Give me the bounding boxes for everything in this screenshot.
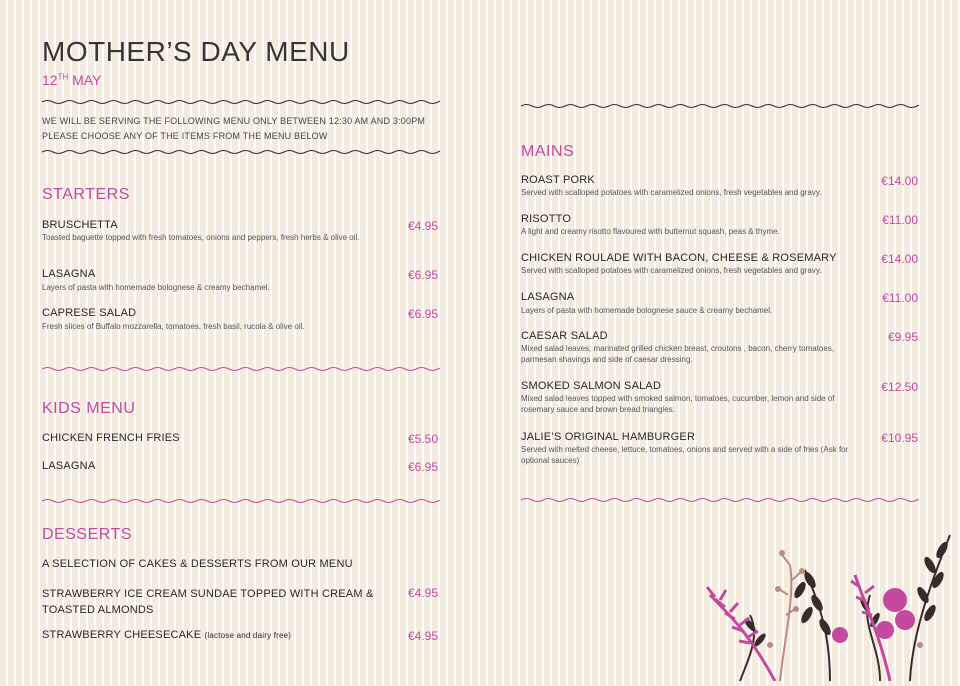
starter-price: €4.95 bbox=[407, 219, 438, 233]
main-price: €10.95 bbox=[881, 431, 918, 445]
main-desc: Served with scalloped potatoes with caramelized onions, fresh vegetables and gravy. bbox=[521, 188, 822, 197]
starter-desc: Fresh slices of Buffalo mozzarella, tomatoes, fresh basil, rucola & olive oil. bbox=[42, 322, 305, 331]
dessert-price: €4.95 bbox=[407, 629, 438, 643]
wavy-divider-icon bbox=[42, 98, 440, 106]
kids-item-name: LASAGNA bbox=[42, 460, 96, 472]
dessert-price: €4.95 bbox=[407, 586, 438, 600]
dessert-name-text: STRAWBERRY CHEESECAKE bbox=[42, 629, 202, 641]
main-name: SMOKED SALMON SALAD bbox=[521, 380, 662, 392]
date-suffix: TH bbox=[57, 72, 69, 82]
main-price: €12.50 bbox=[881, 380, 918, 394]
main-price: €14.00 bbox=[881, 174, 918, 188]
wavy-divider-icon bbox=[42, 148, 440, 156]
botanical-illustration-icon bbox=[680, 525, 960, 681]
serving-notice: WE WILL BE SERVING THE FOLLOWING MENU ONLY BETWEEN 12:30 AM AND 3:00PM bbox=[42, 116, 426, 126]
main-name: CHICKEN ROULADE WITH BACON, CHEESE & ROSEMARY bbox=[521, 252, 837, 264]
main-name: CAESAR SALAD bbox=[521, 330, 608, 342]
main-desc: Layers of pasta with homemade bolognese sauce & creamy bechamel. bbox=[521, 306, 773, 315]
main-desc: Mixed salad leaves, marinated grilled chicken breast, croutons , bacon, cherry tomatoes, parmesan shavings and side of caesar dressing. bbox=[521, 344, 835, 364]
starter-name: BRUSCHETTA bbox=[42, 219, 118, 231]
main-name: LASAGNA bbox=[521, 291, 575, 303]
choose-notice: PLEASE CHOOSE ANY OF THE ITEMS FROM THE MENU BELOW bbox=[42, 131, 328, 141]
dessert-name-line1: STRAWBERRY ICE CREAM SUNDAE TOPPED WITH CREAM & bbox=[42, 588, 374, 600]
main-price: €14.00 bbox=[881, 252, 918, 266]
main-desc: Served with melted cheese, lettuce, tomatoes, onions and served with a side of fries (Ask for optional sauces) bbox=[521, 445, 849, 465]
main-desc: Served with scalloped potatoes with caramelized onions, fresh vegetables and gravy. bbox=[521, 266, 822, 275]
kids-item-name: CHICKEN FRENCH FRIES bbox=[42, 432, 180, 444]
main-price: €11.00 bbox=[882, 291, 918, 305]
dessert-name bbox=[42, 629, 291, 641]
menu-date bbox=[42, 72, 101, 88]
starter-price: €6.95 bbox=[407, 307, 438, 321]
date-number: 12 bbox=[42, 72, 58, 88]
main-desc: A light and creamy risotto flavoured with butternut squash, peas & thyme. bbox=[521, 227, 780, 236]
wavy-divider-icon bbox=[42, 497, 440, 505]
starter-desc: Layers of pasta with homemade bolognese & creamy bechamel. bbox=[42, 283, 270, 292]
dessert-note: (lactose and dairy free) bbox=[204, 631, 292, 640]
desserts-heading: DESSERTS bbox=[42, 526, 132, 543]
wavy-divider-icon bbox=[521, 496, 919, 504]
main-name: JALIE’S ORIGINAL HAMBURGER bbox=[521, 431, 696, 443]
page-title: MOTHER’S DAY MENU bbox=[42, 36, 350, 67]
mains-heading: MAINS bbox=[521, 143, 575, 160]
desserts-intro: A SELECTION OF CAKES & DESSERTS FROM OUR MENU bbox=[42, 558, 353, 570]
kids-heading: KIDS MENU bbox=[42, 400, 136, 417]
starter-name: CAPRESE SALAD bbox=[42, 307, 137, 319]
dessert-name-line2: TOASTED ALMONDS bbox=[42, 604, 154, 616]
main-name: RISOTTO bbox=[521, 213, 572, 225]
wavy-divider-icon bbox=[42, 365, 440, 373]
kids-item-price: €6.95 bbox=[407, 460, 438, 474]
starter-desc: Toasted baguette topped with fresh tomatoes, onions and peppers, fresh herbs & olive oil. bbox=[42, 233, 360, 242]
kids-item-price: €5.50 bbox=[407, 432, 438, 446]
dessert-name bbox=[42, 586, 374, 618]
starter-price: €6.95 bbox=[407, 268, 438, 282]
starter-name: LASAGNA bbox=[42, 268, 96, 280]
main-name: ROAST PORK bbox=[521, 174, 595, 186]
main-price: €9.95 bbox=[887, 330, 918, 344]
starters-heading: STARTERS bbox=[42, 186, 130, 203]
main-price: €11.00 bbox=[882, 213, 918, 227]
wavy-divider-icon bbox=[521, 102, 919, 110]
date-month: MAY bbox=[72, 72, 102, 88]
main-desc: Mixed salad leaves topped with smoked salmon, tomatoes, cucumber, lemon and side of rosemary sauce and brown bread triangles. bbox=[521, 394, 835, 414]
